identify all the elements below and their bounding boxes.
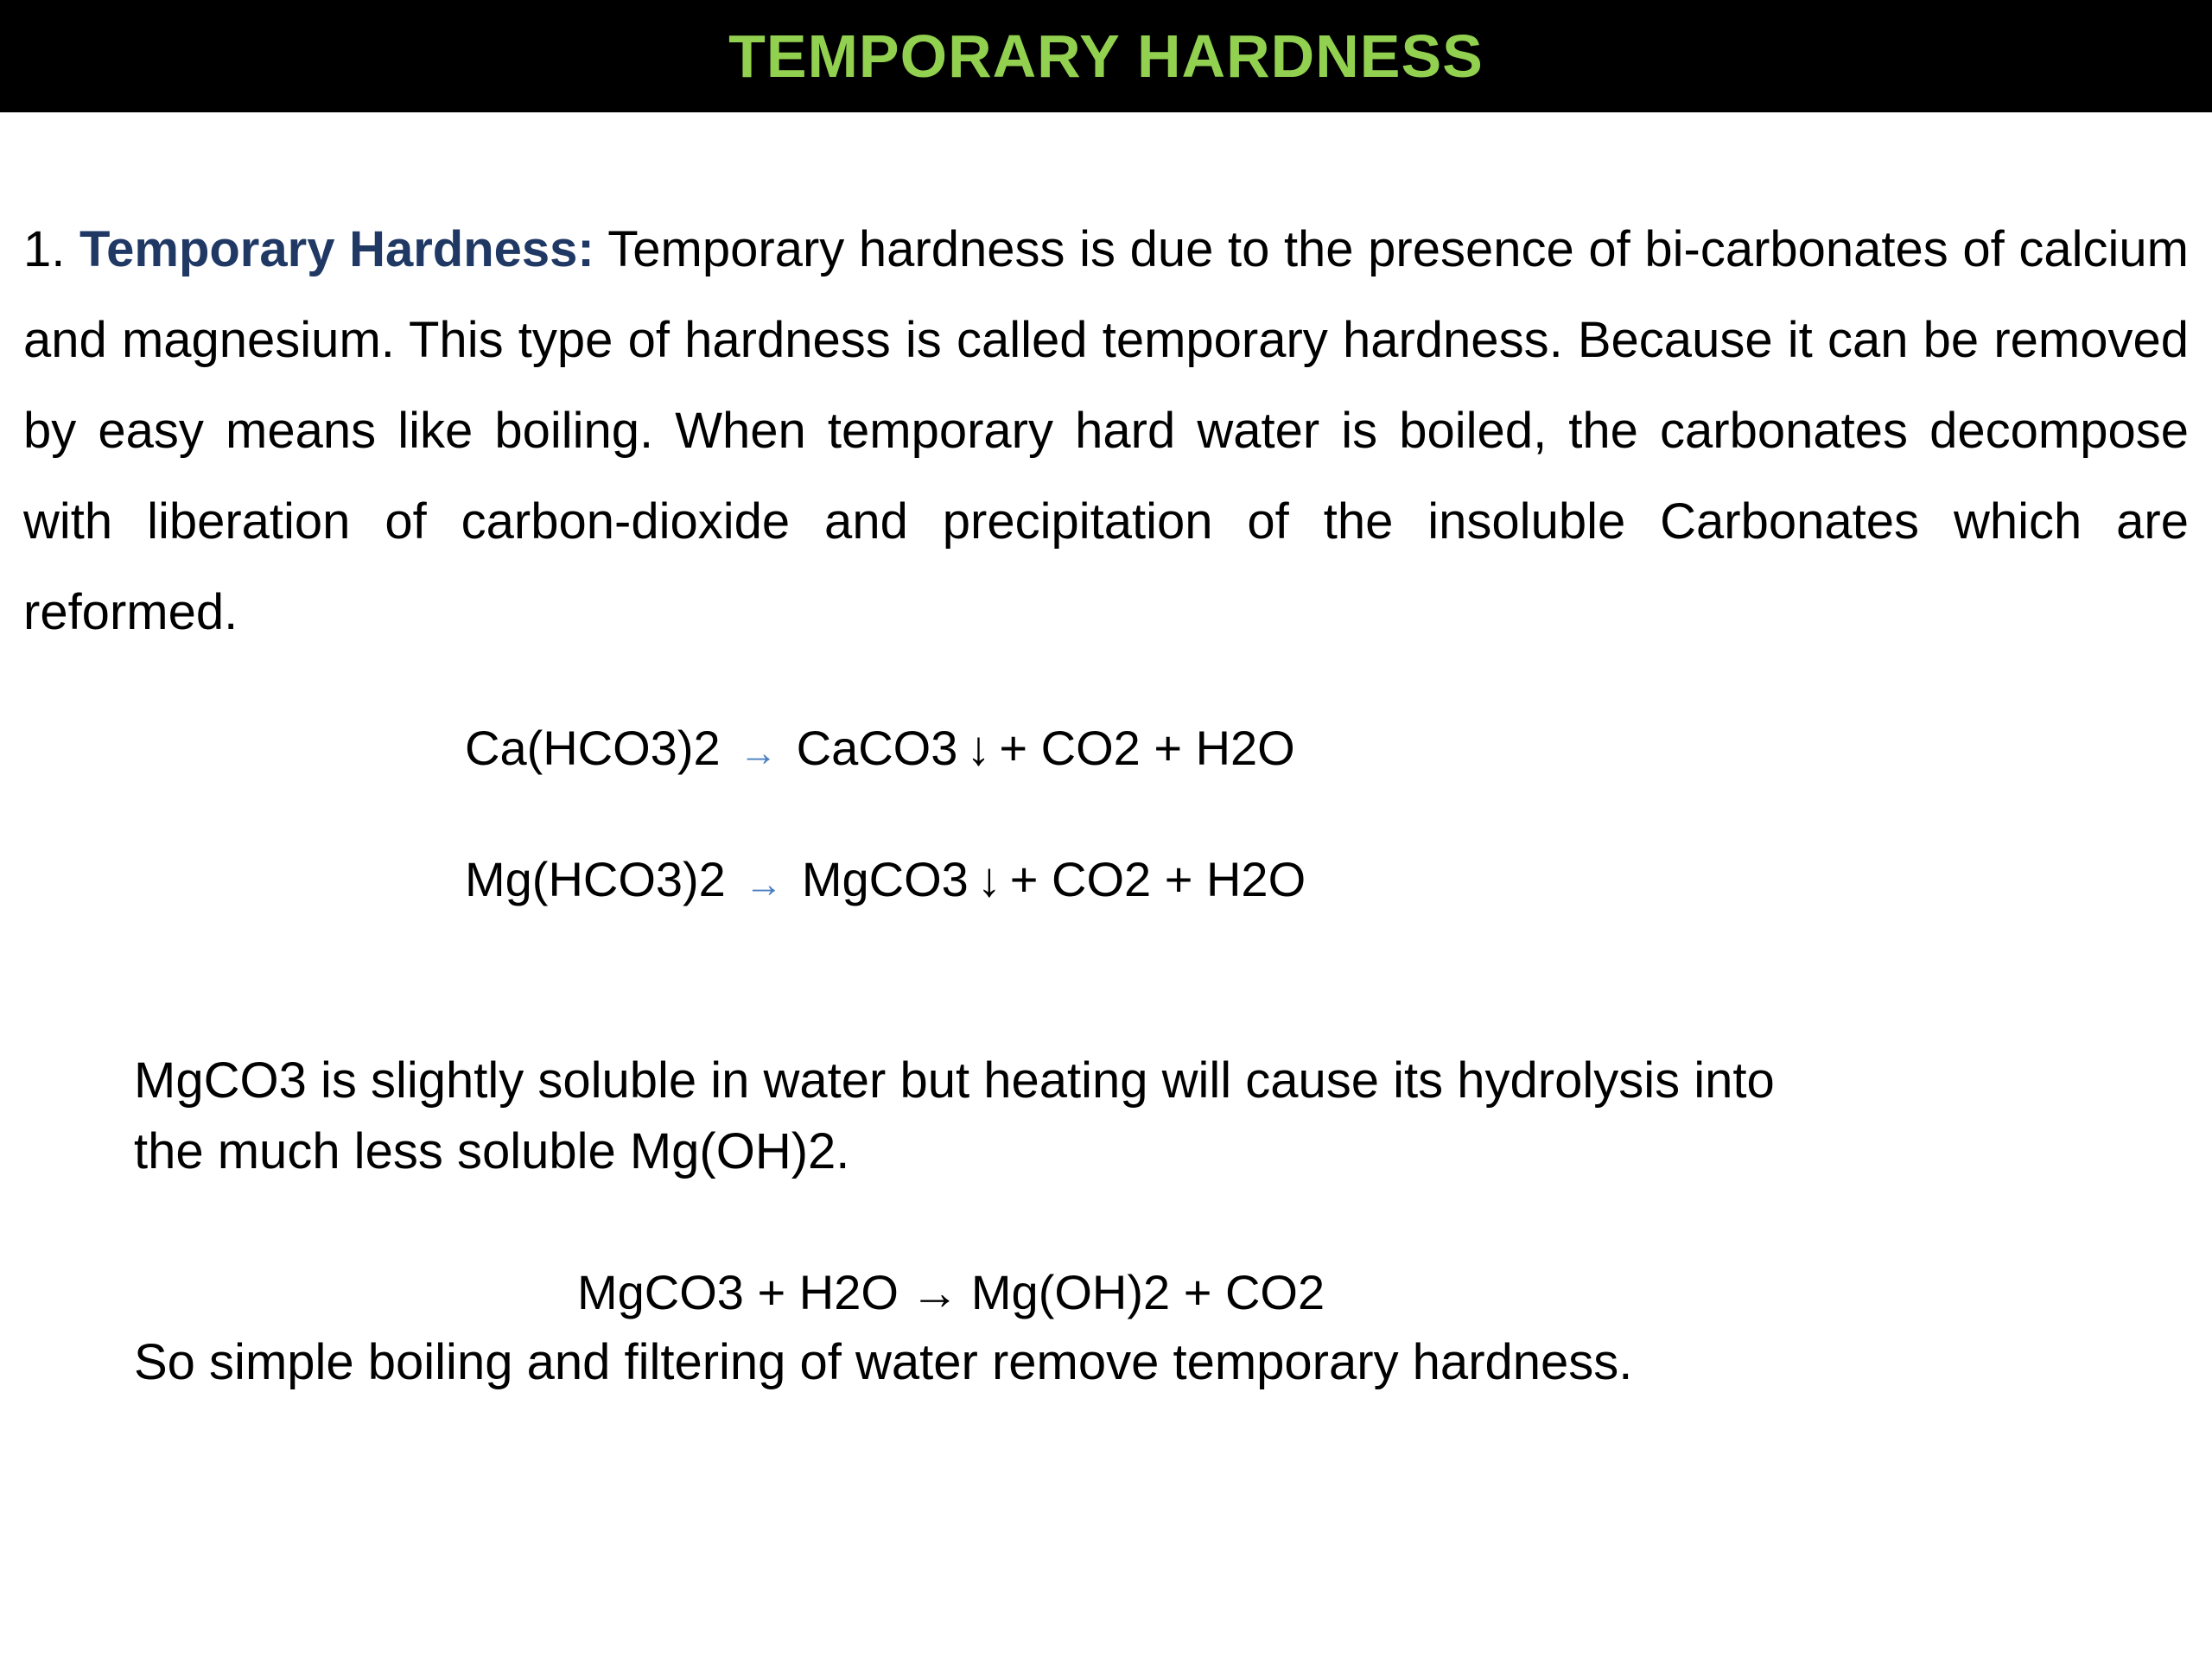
note-line-2: the much less soluble Mg(OH)2. [134,1123,850,1179]
reaction-arrow-icon: → [739,732,778,774]
item-number: 1. [23,221,66,277]
equation-reactant: Mg(HCO3)2 [465,852,726,906]
equation-rest: + CO2 + H2O [999,721,1295,775]
equation-hydrolysis [577,1265,1325,1319]
note-line-1: MgCO3 is slightly soluble in water but heating will cause its hydrolysis into [134,1052,1775,1109]
reaction-arrow-icon: → [744,863,783,906]
intro-term: Temporary Hardness: [79,221,594,277]
equation-rest: + CO2 + H2O [1009,852,1306,906]
equation-product: MgCO3 [801,852,969,906]
equation-reactant: Ca(HCO3)2 [465,721,721,775]
slide-title: TEMPORARY HARDNESS [728,22,1484,90]
equation-product: CaCO3 [796,721,958,775]
reaction-arrow-icon: → [910,1265,959,1319]
precipitate-arrow-icon: ↓ [976,852,1001,906]
title-bar [0,0,2212,112]
equation-calcium [465,721,1295,775]
intro-paragraph [23,204,2189,658]
precipitate-arrow-icon: ↓ [966,721,991,775]
hydrolysis-right: Mg(OH)2 + CO2 [970,1265,1325,1319]
hydrolysis-note [134,1046,1775,1187]
intro-text: Temporary hardness is due to the presence of bi-carbonates of calcium and magnesium. This type of hardness is called temporary hardness. Because it can be removed by easy means like boiling. When temporary hard water is boiled, the carbonates decompose with liberation of carbon-dioxide and precipitation of the insoluble Carbonates which are reformed. [23,221,2189,640]
equation-magnesium [465,852,1306,906]
conclusion-text: So simple boiling and filtering of water remove temporary hardness. [134,1334,1633,1390]
hydrolysis-left: MgCO3 + H2O [577,1265,899,1319]
